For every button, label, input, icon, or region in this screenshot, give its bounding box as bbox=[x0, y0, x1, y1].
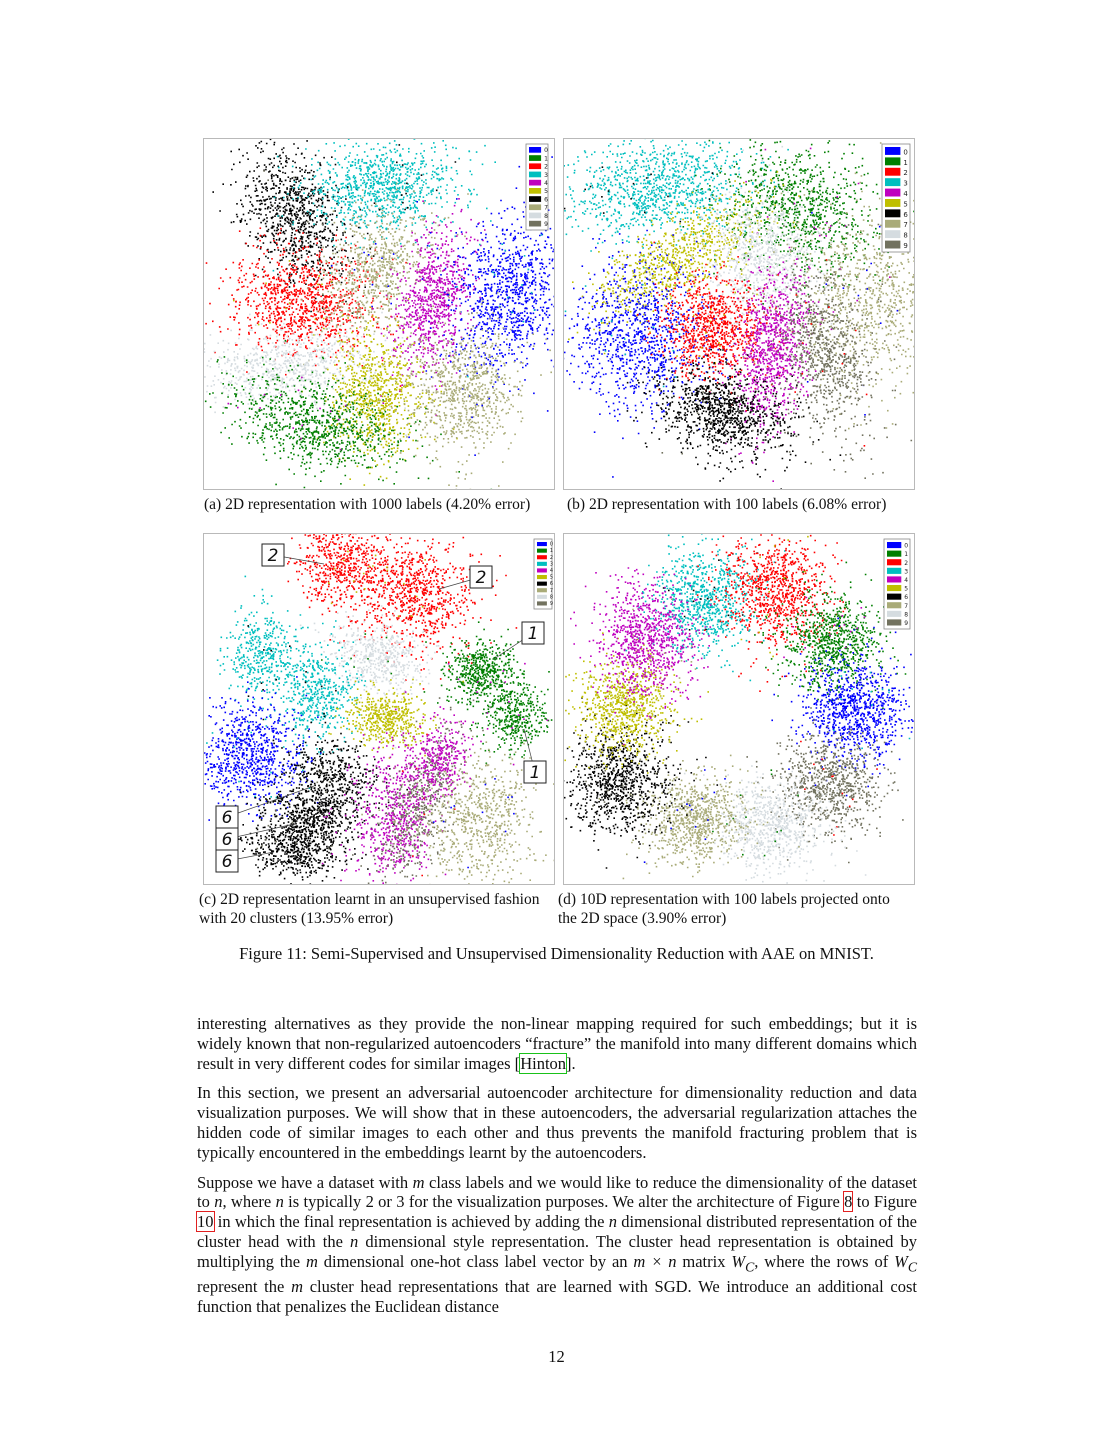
legend-swatch bbox=[887, 619, 901, 625]
legend-swatch bbox=[529, 196, 541, 202]
legend-label: 6 bbox=[549, 581, 554, 588]
legend-swatch bbox=[887, 594, 901, 600]
subcaption-b: (b) 2D representation with 100 labels (6.08% error) bbox=[567, 496, 887, 513]
legend-swatch bbox=[537, 575, 547, 579]
cluster-digit-3 bbox=[217, 576, 301, 730]
legend-label: 9 bbox=[549, 601, 554, 607]
digit-annotation bbox=[524, 729, 546, 783]
point-cloud bbox=[204, 139, 554, 489]
legend-label: 4 bbox=[903, 190, 908, 198]
legend-swatch bbox=[537, 568, 547, 572]
subcaption-c-line2: with 20 clusters (13.95% error) bbox=[199, 910, 394, 927]
page-number: 12 bbox=[548, 1347, 565, 1366]
legend-swatch bbox=[885, 147, 900, 155]
legend-label: 4 bbox=[549, 568, 554, 574]
scatter-panel-a bbox=[203, 138, 555, 490]
svg-text:6: 6 bbox=[221, 808, 233, 828]
legend-swatch bbox=[887, 559, 901, 565]
legend-label: 0 bbox=[544, 147, 548, 155]
legend-swatch bbox=[887, 585, 901, 591]
legend-swatch bbox=[529, 147, 541, 153]
legend-label: 9 bbox=[544, 221, 548, 228]
citation-link-hinton[interactable]: Hinton bbox=[520, 1053, 567, 1073]
legend-swatch bbox=[529, 213, 541, 219]
paragraph-1: interesting alternatives as they provide the non-linear mapping required for such embeddings; but it is widely known that non-regularized autoencoders “fracture” the manifold into many different domains which result in very different codes for similar images [Hinton]. bbox=[197, 1014, 917, 1073]
legend-label: 7 bbox=[904, 602, 909, 610]
legend-label: 0 bbox=[549, 541, 554, 548]
svg-text:2: 2 bbox=[267, 546, 279, 566]
legend bbox=[882, 144, 910, 252]
point-cloud bbox=[564, 139, 914, 489]
figure-link-8[interactable]: 8 bbox=[844, 1192, 853, 1212]
legend-label: 6 bbox=[544, 196, 548, 204]
legend-label: 9 bbox=[904, 620, 909, 627]
legend-swatch bbox=[537, 595, 547, 599]
cluster-digit-1 bbox=[469, 674, 554, 769]
legend-label: 5 bbox=[544, 188, 548, 196]
cluster-digit-2 bbox=[697, 534, 846, 692]
subcaption-c bbox=[199, 890, 539, 928]
legend-swatch bbox=[885, 209, 900, 217]
scatter-panel-b bbox=[563, 138, 915, 490]
scatter-plot-a bbox=[204, 139, 554, 489]
legend-label: 1 bbox=[903, 158, 908, 167]
svg-text:1: 1 bbox=[527, 624, 539, 644]
legend-swatch bbox=[885, 157, 900, 165]
cluster-digit-8 bbox=[204, 302, 462, 417]
legend-label: 3 bbox=[549, 561, 554, 568]
svg-text:6: 6 bbox=[221, 852, 233, 872]
legend-label: 0 bbox=[904, 542, 909, 550]
legend-swatch bbox=[885, 199, 900, 207]
subcaption-c-line1: (c) 2D representation learnt in an unsupervised fashion bbox=[199, 891, 540, 908]
legend-swatch bbox=[537, 588, 547, 592]
legend-label: 7 bbox=[903, 221, 908, 230]
legend-label: 1 bbox=[544, 155, 548, 163]
subcaption-a: (a) 2D representation with 1000 labels (4.20% error) bbox=[204, 496, 531, 513]
paragraph-2: In this section, we present an adversarial autoencoder architecture for dimensionality reduction and data visualization purposes. We will show that in these autoencoders, the adversarial regularization attaches the hidden code of similar images to each other and thus prevents the manifold fracturing problem that is typically encountered in the embeddings learnt by the autoencoders. bbox=[197, 1083, 917, 1162]
subcaption-d bbox=[558, 890, 890, 928]
cluster-digit-5 bbox=[301, 298, 457, 486]
legend-swatch bbox=[887, 611, 901, 617]
legend-label: 5 bbox=[904, 585, 909, 593]
point-cloud bbox=[204, 534, 554, 884]
legend-label: 7 bbox=[549, 587, 554, 594]
legend-swatch bbox=[537, 582, 547, 586]
legend bbox=[534, 539, 553, 609]
legend bbox=[884, 539, 910, 629]
legend-swatch bbox=[537, 549, 547, 553]
legend-swatch bbox=[537, 542, 547, 546]
svg-text:1: 1 bbox=[529, 763, 541, 783]
legend-swatch bbox=[885, 230, 900, 238]
legend-swatch bbox=[537, 555, 547, 559]
legend-swatch bbox=[529, 180, 541, 186]
scatter-panel-d bbox=[563, 533, 915, 885]
figure-caption: Figure 11: Semi-Supervised and Unsupervised Dimensionality Reduction with AAE on MNIST. bbox=[239, 944, 874, 963]
legend-label: 8 bbox=[904, 611, 909, 619]
legend-swatch bbox=[887, 542, 901, 548]
subcaption-d-line1: (d) 10D representation with 100 labels projected onto bbox=[558, 891, 890, 908]
legend-label: 2 bbox=[544, 163, 548, 171]
legend-label: 8 bbox=[903, 231, 908, 240]
legend-label: 2 bbox=[549, 554, 554, 561]
scatter-plot-c bbox=[204, 534, 554, 884]
cluster-digit-4 bbox=[372, 198, 485, 416]
legend-label: 2 bbox=[903, 169, 908, 178]
body-text bbox=[197, 1014, 917, 1326]
digit-annotation bbox=[494, 622, 544, 659]
subcaption-d-line2: the 2D space (3.90% error) bbox=[558, 910, 727, 927]
point-cloud bbox=[564, 534, 914, 884]
legend-label: 3 bbox=[544, 171, 548, 179]
legend-swatch bbox=[537, 601, 547, 605]
figure-link-10[interactable]: 10 bbox=[197, 1212, 214, 1232]
legend-label: 7 bbox=[544, 204, 548, 212]
scatter-panel-c bbox=[203, 533, 555, 885]
cluster-digit-1 bbox=[204, 356, 492, 489]
legend-swatch bbox=[885, 168, 900, 176]
legend-swatch bbox=[887, 602, 901, 608]
legend-label: 5 bbox=[903, 200, 908, 209]
legend-label: 6 bbox=[903, 210, 908, 219]
digit-annotation bbox=[262, 544, 324, 566]
paragraph-3: Suppose we have a dataset with m class labels and we would like to reduce the dimensionality of the dataset to n, where n is typically 2 or 3 for the visualization purposes. We alter the architecture of Figure 8 to Figure 10 in which the final representation is achieved by adding the n dimensional distributed representation of the cluster head with the n dimensional style representation. The cluster head representation is obtained by multiplying the m dimensional one-hot class label vector by an m × n matrix $W_C$, where the rows of $W_C$ represent the m cluster head representations that are learned with SGD. We introduce an additional cost function that penalizes the Euclidean distance bbox=[197, 1172, 918, 1316]
digit-annotation bbox=[216, 850, 274, 872]
svg-text:6: 6 bbox=[221, 830, 233, 850]
legend-swatch bbox=[529, 221, 541, 227]
cluster-digit-7 bbox=[599, 755, 800, 884]
legend-label: 8 bbox=[544, 212, 548, 220]
cluster-digit-0 bbox=[564, 230, 757, 478]
legend-label: 6 bbox=[904, 594, 909, 602]
svg-text:2: 2 bbox=[475, 568, 487, 588]
legend-swatch bbox=[885, 178, 900, 186]
legend-swatch bbox=[529, 188, 541, 194]
legend-swatch bbox=[529, 155, 541, 161]
legend-label: 8 bbox=[549, 594, 554, 601]
legend-swatch bbox=[887, 551, 901, 557]
legend-swatch bbox=[885, 220, 900, 228]
legend-swatch bbox=[529, 163, 541, 169]
scatter-plot-b bbox=[564, 139, 914, 489]
legend-label: 1 bbox=[904, 551, 909, 559]
legend-label: 3 bbox=[904, 568, 909, 576]
legend-swatch bbox=[885, 189, 900, 197]
legend-label: 4 bbox=[544, 180, 548, 187]
legend-label: 4 bbox=[904, 577, 909, 584]
legend bbox=[526, 144, 548, 230]
legend-label: 9 bbox=[903, 242, 908, 250]
legend-label: 3 bbox=[903, 179, 908, 188]
legend-swatch bbox=[529, 204, 541, 210]
legend-label: 5 bbox=[549, 574, 554, 581]
cluster-digit-8 bbox=[678, 765, 867, 884]
legend-swatch bbox=[887, 568, 901, 574]
legend-swatch bbox=[885, 241, 900, 249]
legend-label: 1 bbox=[549, 548, 554, 555]
legend-label: 2 bbox=[904, 559, 909, 567]
legend-swatch bbox=[529, 172, 541, 178]
scatter-plot-d bbox=[564, 534, 914, 884]
legend-swatch bbox=[537, 562, 547, 566]
legend-label: 0 bbox=[903, 148, 908, 157]
cluster-digit-2 bbox=[274, 534, 399, 622]
legend-swatch bbox=[887, 576, 901, 582]
